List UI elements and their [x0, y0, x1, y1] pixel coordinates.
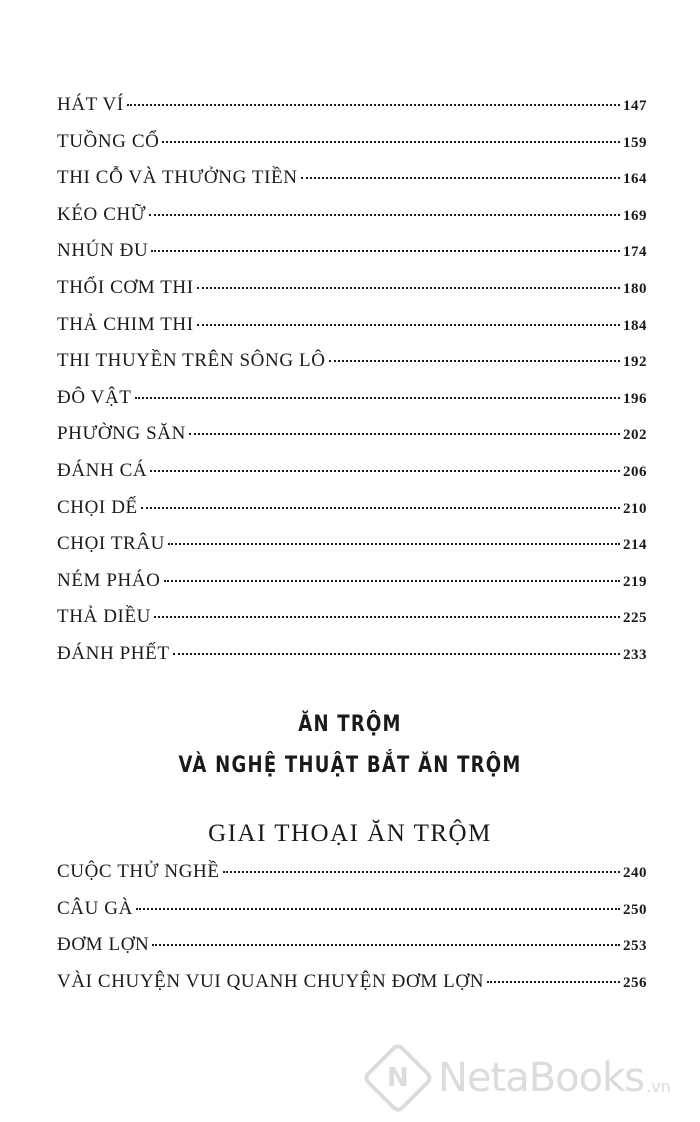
- sub-section-heading: GIAI THOẠI ĂN TRỘM: [208, 820, 492, 847]
- toc-entry: [57, 240, 647, 277]
- toc-dot-leader: [149, 213, 620, 216]
- toc-list-part1: [57, 94, 647, 680]
- toc-dot-leader: [162, 140, 620, 143]
- toc-entry-title: THỔI CƠM THI: [57, 276, 194, 298]
- toc-entry-page: 192: [623, 354, 647, 371]
- toc-entry-page: 253: [623, 938, 647, 955]
- toc-entry-page: 250: [623, 901, 647, 918]
- toc-dot-leader: [164, 579, 620, 582]
- toc-entry-title: NÉM PHÁO: [57, 569, 161, 591]
- toc-entry: [57, 460, 647, 497]
- toc-entry-title: PHƯỜNG SĂN: [57, 423, 186, 445]
- toc-entry-page: 196: [623, 390, 647, 407]
- toc-entry-page: 206: [623, 463, 647, 480]
- toc-dot-leader: [127, 103, 620, 106]
- toc-entry: [57, 423, 647, 460]
- toc-entry-page: 256: [623, 974, 647, 991]
- toc-entry-title: CÂU GÀ: [57, 897, 133, 919]
- toc-entry-page: 233: [623, 646, 647, 663]
- toc-entry-title: ĐƠM LỢN: [57, 934, 150, 956]
- toc-entry-title: THI THUYỀN TRÊN SÔNG LÔ: [57, 350, 326, 372]
- toc-dot-leader: [168, 542, 620, 545]
- toc-entry: [57, 497, 647, 534]
- toc-dot-leader: [141, 506, 620, 509]
- toc-dot-leader: [197, 286, 620, 289]
- toc-dot-leader: [329, 359, 620, 362]
- watermark-brand: NetaBooks: [438, 1055, 645, 1101]
- toc-entry-page: 180: [623, 280, 647, 297]
- toc-entry: [57, 971, 647, 1008]
- toc-entry-title: ĐÁNH CÁ: [57, 459, 148, 481]
- toc-entry: [57, 934, 647, 971]
- toc-dot-leader: [152, 943, 620, 946]
- toc-dot-leader: [197, 323, 620, 326]
- toc-entry-page: 240: [623, 865, 647, 881]
- toc-dot-leader: [189, 432, 620, 435]
- toc-dot-leader: [135, 396, 621, 399]
- toc-entry: [57, 898, 647, 935]
- toc-list-part2: [57, 861, 647, 1007]
- toc-dot-leader: [150, 469, 620, 472]
- toc-entry-page: 174: [623, 244, 647, 261]
- toc-entry-page: 184: [623, 317, 647, 334]
- section-heading-line2: VÀ NGHỆ THUẬT BẮT ĂN TRỘM: [178, 753, 522, 778]
- toc-dot-leader: [151, 249, 620, 252]
- toc-entry: [57, 387, 647, 424]
- toc-entry-title: THẢ CHIM THI: [57, 313, 194, 335]
- toc-entry-title: CHỌI DẾ: [57, 496, 138, 518]
- toc-entry-page: 210: [623, 500, 647, 517]
- toc-entry: [57, 277, 647, 314]
- toc-entry-title: CHỌI TRÂU: [57, 533, 165, 555]
- toc-entry: [57, 533, 647, 570]
- toc-entry-title: CUỘC THỬ NGHỀ: [57, 861, 220, 882]
- toc-dot-leader: [487, 980, 620, 983]
- toc-dot-leader: [223, 870, 620, 873]
- toc-entry-page: 225: [623, 610, 647, 627]
- toc-entry-page: 169: [623, 207, 647, 224]
- toc-entry: [57, 204, 647, 241]
- toc-entry: [57, 643, 647, 680]
- watermark: [372, 1052, 671, 1104]
- toc-entry-page: 219: [623, 573, 647, 590]
- toc-dot-leader: [301, 176, 620, 179]
- toc-entry-page: 147: [623, 98, 647, 114]
- toc-entry: [57, 94, 647, 131]
- toc-entry-page: 164: [623, 171, 647, 188]
- toc-entry-title: ĐÁNH PHẾT: [57, 642, 170, 664]
- toc-entry-title: NHÚN ĐU: [57, 240, 149, 262]
- toc-entry-title: HÁT VÍ: [57, 94, 124, 115]
- toc-entry-page: 202: [623, 427, 647, 444]
- toc-entry-page: 159: [623, 134, 647, 151]
- toc-entry: [57, 131, 647, 168]
- toc-entry: [57, 350, 647, 387]
- toc-entry-page: 214: [623, 537, 647, 554]
- toc-entry: [57, 861, 647, 898]
- toc-entry: [57, 606, 647, 643]
- toc-entry: [57, 167, 647, 204]
- toc-entry-title: TUỒNG CỔ: [57, 130, 160, 152]
- toc-entry-title: THI CỖ VÀ THƯỞNG TIỀN: [57, 167, 298, 189]
- toc-dot-leader: [173, 652, 620, 655]
- toc-entry-title: THẢ DIỀU: [57, 606, 151, 628]
- toc-dot-leader: [154, 615, 620, 618]
- toc-entry: [57, 314, 647, 351]
- toc-entry-title: KÉO CHỮ: [57, 203, 147, 225]
- section-heading-line1: ĂN TRỘM: [298, 712, 402, 737]
- toc-entry-title: VÀI CHUYỆN VUI QUANH CHUYỆN ĐƠM LỢN: [57, 970, 485, 992]
- toc-dot-leader: [136, 907, 620, 910]
- toc-entry-title: ĐÔ VẬT: [57, 386, 132, 408]
- netabooks-logo-icon: N: [361, 1041, 435, 1115]
- toc-entry: [57, 570, 647, 607]
- watermark-suffix: .vn: [646, 1077, 671, 1096]
